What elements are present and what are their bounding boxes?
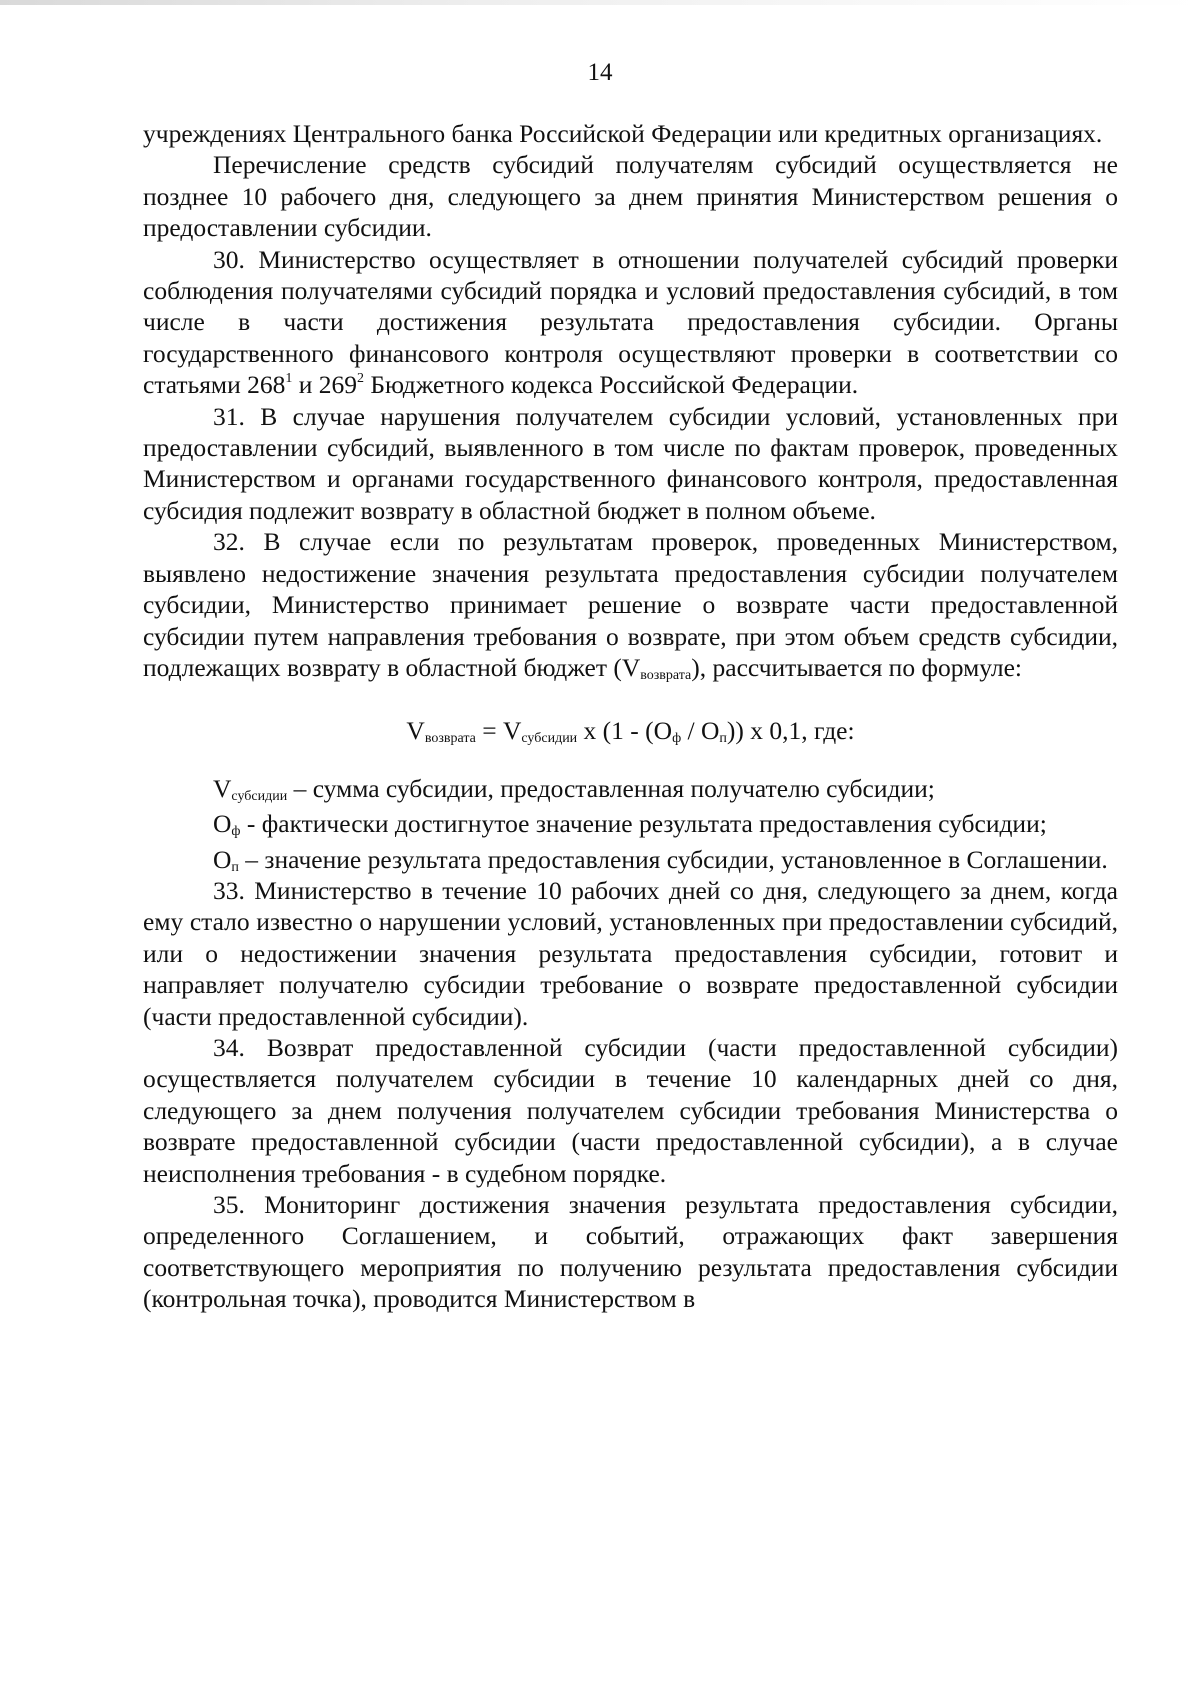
paragraph-text: ), рассчитывается по формуле:: [691, 652, 1022, 682]
paragraph-continuation: [143, 118, 1118, 149]
paragraph-text: 33. Министерство в течение 10 рабочих дней со дня, следующего за днем, когда ему стало известно о нарушении условий, установленных при предоставлении субсидий, или о недостижении значения результата предоставления субсидии, готовит и направляет получателю субсидии требование о возврате предоставленной субсидии (части предоставленной субсидии).: [143, 875, 1118, 1031]
definition-text: - фактически достигнутое значение результата предоставления субсидии;: [240, 809, 1047, 839]
definition-v-subsidy: [143, 773, 1118, 804]
paragraph-text: и 269: [292, 370, 357, 400]
superscript: 1: [285, 371, 293, 387]
paragraph-text: учреждениях Центрального банка Российской Федерации или кредитных организациях.: [143, 119, 1103, 148]
paragraph-30: [143, 244, 1118, 401]
formula-text: х (1 - (О: [577, 716, 673, 746]
paragraph-31: [143, 401, 1118, 527]
formula-text: )) х 0,1, где:: [726, 716, 855, 746]
definition-text: – сумма субсидии, предоставленная получателю субсидии;: [287, 773, 935, 803]
formula-symbol: V: [213, 773, 232, 803]
paragraph-transfer: [143, 149, 1118, 243]
definition-text: – значение результата предоставления субсидии, установленное в Соглашении.: [238, 844, 1108, 874]
page-number: 14: [587, 59, 613, 86]
formula-text: / О: [681, 716, 720, 746]
paragraph-text: 32. В случае если по результатам проверок, проведенных Министерством, выявлено недостижение значения результата предоставления субсидии получателем субсидии, Министерство принимает решение о возврате части предоставленной субсидии путем направления требования о возврате, при этом объем средств субсидии, подлежащих возврату в областной бюджет (V: [143, 527, 1118, 682]
subscript: субсидии: [521, 731, 578, 747]
subscript: возврата: [640, 667, 692, 683]
formula-symbol: V: [406, 716, 425, 746]
superscript: 2: [357, 371, 364, 387]
paragraph-text: 35. Мониторинг достижения значения результата предоставления субсидии, определенного Соглашением, и событий, отражающих факт завершения соответствующего мероприятия по получению результата предоставления субсидии (контрольная точка), проводится Министерством в: [143, 1190, 1118, 1314]
subscript: п: [719, 731, 727, 747]
formula-symbol: О: [213, 809, 232, 839]
subscript: п: [231, 859, 239, 875]
paragraph-text: Перечисление средств субсидий получателям субсидий осуществляется не позднее 10 рабочего дня, следующего за днем принятия Министерством решения о предоставлении субсидии.: [143, 150, 1118, 243]
paragraph-text: Бюджетного кодекса Российской Федерации.: [364, 370, 859, 400]
scan-edge: [0, 0, 1200, 5]
paragraph-32: [143, 526, 1118, 683]
paragraph-33: [143, 875, 1118, 1032]
subscript: возврата: [424, 731, 476, 747]
subscript: субсидии: [231, 788, 288, 804]
paragraph-text: 30. Министерство осуществляет в отношении получателей субсидий проверки соблюдения получателями субсидий порядка и условий предоставления субсидий, в том числе в части достижения результата предоставления субсидии. Органы государственного финансового контроля осуществляют проверки в соответствии со статьями 268: [143, 244, 1118, 400]
formula-text: = V: [475, 716, 522, 746]
subscript: ф: [231, 824, 241, 840]
formula: [143, 715, 1118, 746]
paragraph-text: 34. Возврат предоставленной субсидии (части предоставленной субсидии) осуществляется получателем субсидии в течение 10 календарных дней со дня, следующего за днем получения получателем субсидии требования Министерства о возврате предоставленной субсидии (части предоставленной субсидии), а в случае неисполнения требования - в судебном порядке.: [143, 1032, 1118, 1188]
paragraph-34: [143, 1032, 1118, 1189]
paragraph-35: [143, 1189, 1118, 1315]
formula-symbol: О: [213, 844, 232, 874]
subscript: ф: [672, 731, 682, 747]
paragraph-text: 31. В случае нарушения получателем субсидии условий, установленных при предоставлении субсидий, выявленного в том числе по фактам проверок, проведенных Министерством и органами государственного финансового контроля, предоставленная субсидия подлежит возврату в областной бюджет в полном объеме.: [143, 401, 1118, 525]
document-body: [143, 118, 1118, 1315]
definition-o-plan: [143, 844, 1118, 875]
definition-o-fact: [143, 808, 1118, 839]
